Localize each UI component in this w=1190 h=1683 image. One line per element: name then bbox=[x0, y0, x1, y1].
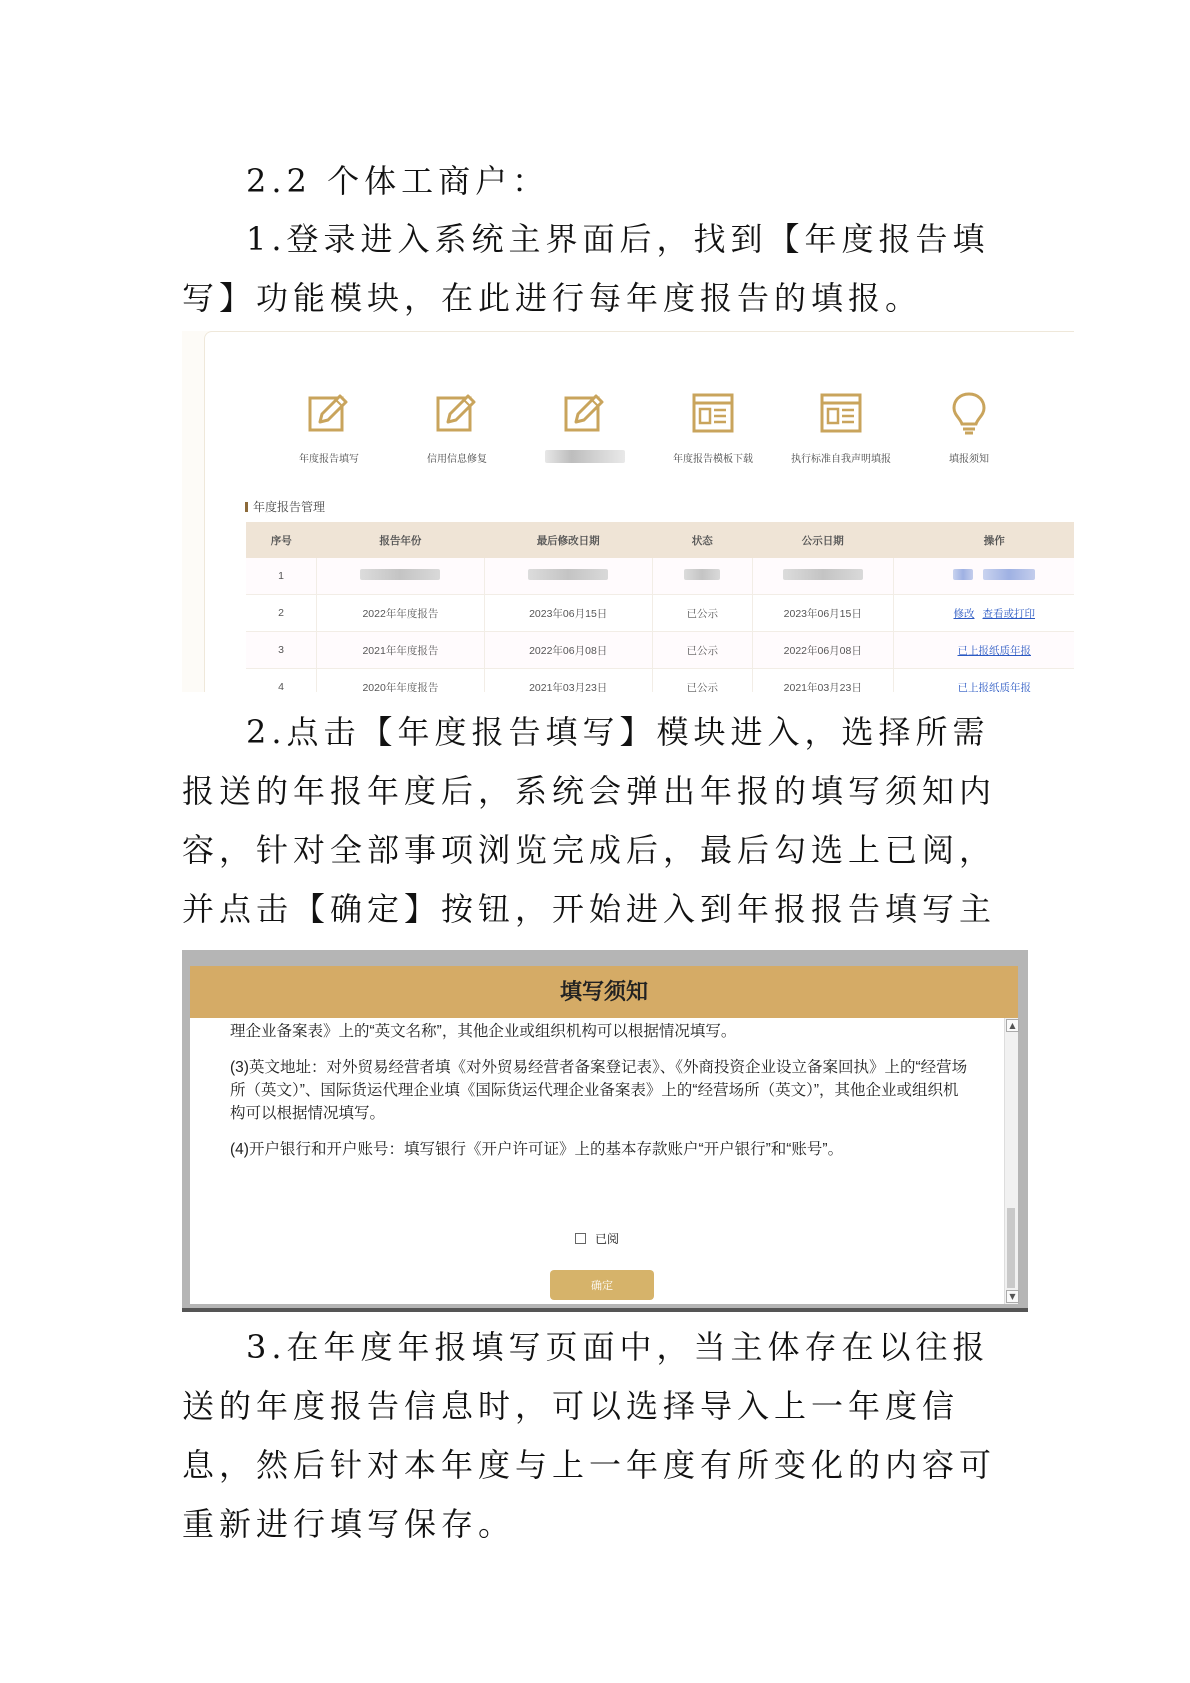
template-icon bbox=[818, 390, 864, 436]
table-cell: 2020年年度报告 bbox=[317, 669, 485, 693]
module-tile[interactable] bbox=[777, 390, 905, 465]
lightbulb-icon bbox=[946, 390, 992, 436]
module-tile[interactable] bbox=[521, 390, 649, 463]
column-header: 操作 bbox=[893, 522, 1074, 558]
redacted-value bbox=[360, 569, 440, 580]
read-checkbox-label: 已阅 bbox=[595, 1232, 620, 1246]
module-tile[interactable] bbox=[393, 390, 521, 465]
table-cell bbox=[484, 558, 652, 595]
table-cell: 2022年06月08日 bbox=[753, 632, 894, 669]
scrollbar[interactable] bbox=[1004, 1018, 1018, 1304]
table-cell: 2021年年度报告 bbox=[317, 632, 485, 669]
paragraph-1: 1.登录进入系统主界面后，找到【年度报告填写】功能模块，在此进行每年度报告的填报。 bbox=[182, 220, 990, 317]
column-header: 最后修改日期 bbox=[484, 522, 652, 558]
section-heading: 2.2 个体工商户： bbox=[246, 162, 550, 200]
scroll-thumb[interactable] bbox=[1007, 1208, 1015, 1288]
notice-screenshot bbox=[182, 950, 1028, 1312]
table-cell bbox=[652, 558, 752, 595]
module-tile-label: 填报须知 bbox=[949, 454, 989, 465]
table-cell: 已公示 bbox=[652, 669, 752, 693]
edit-icon bbox=[434, 390, 480, 436]
action-link[interactable]: 已上报纸质年报 bbox=[957, 644, 1031, 657]
table-cell: 2 bbox=[246, 595, 317, 632]
table-cell: 1 bbox=[246, 558, 317, 595]
column-header: 报告年份 bbox=[317, 522, 485, 558]
column-header: 公示日期 bbox=[753, 522, 894, 558]
redacted-value bbox=[783, 569, 863, 580]
scroll-up-icon[interactable]: ▲ bbox=[1006, 1019, 1019, 1032]
confirm-button[interactable]: 确定 bbox=[550, 1270, 654, 1300]
table-cell: 4 bbox=[246, 669, 317, 693]
redacted-value bbox=[684, 569, 720, 580]
redacted-label bbox=[545, 450, 625, 463]
table-cell: 2023年06月15日 bbox=[484, 595, 652, 632]
table-row bbox=[246, 669, 1074, 693]
table-row bbox=[246, 632, 1074, 669]
table-cell: 已公示 bbox=[652, 632, 752, 669]
report-table bbox=[246, 522, 1074, 692]
table-cell: 2023年06月15日 bbox=[753, 595, 894, 632]
checkbox-icon[interactable] bbox=[575, 1233, 586, 1244]
edit-icon bbox=[306, 390, 352, 436]
portal-screenshot bbox=[182, 331, 1074, 692]
notice-text: (4)开户银行和开户账号：填写银行《开户许可证》上的基本存款账户“开户银行”和“账号”。 bbox=[230, 1141, 844, 1158]
table-row bbox=[246, 595, 1074, 632]
action-link[interactable]: 查看或打印 bbox=[982, 607, 1035, 620]
actions-cell bbox=[893, 595, 1074, 632]
table-header-row bbox=[246, 522, 1074, 558]
paragraph-2: 2.点击【年度报告填写】模块进入，选择所需报送的年报年度后，系统会弹出年报的填写须知内容，针对全部事项浏览完成后，最后勾选上已阅，并点击【确定】按钮，开始进入到年报报告填写主 bbox=[182, 713, 997, 928]
action-link[interactable]: 修改 bbox=[953, 607, 975, 620]
table-row bbox=[246, 558, 1074, 595]
module-tile-label: 信用信息修复 bbox=[427, 454, 487, 465]
module-tile-label: 年度报告填写 bbox=[299, 454, 359, 465]
module-tile[interactable] bbox=[265, 390, 393, 465]
table-cell: 3 bbox=[246, 632, 317, 669]
actions-cell bbox=[893, 669, 1074, 693]
module-tile-label: 年度报告模板下载 bbox=[673, 454, 753, 465]
table-cell: 2022年年度报告 bbox=[317, 595, 485, 632]
notice-text: (3)英文地址：对外贸易经营者填《对外贸易经营者备案登记表》、《外商投资企业设立备案回执》上的“经营场所（英文）”、国际货运代理企业填《国际货运代理企业备案表》上的“经营场所（英文）”，其他企业或组织机构可以根据情况填写。 bbox=[230, 1059, 968, 1122]
table-cell: 2022年06月08日 bbox=[484, 632, 652, 669]
actions-cell bbox=[893, 558, 1074, 595]
table-cell: 2021年03月23日 bbox=[484, 669, 652, 693]
modal-body bbox=[190, 1018, 1018, 1304]
scroll-down-icon[interactable]: ▼ bbox=[1006, 1290, 1019, 1303]
module-tile-label: 执行标准自我声明填报 bbox=[791, 454, 891, 465]
template-icon bbox=[690, 390, 736, 436]
action-link[interactable]: 已上报纸质年报 bbox=[957, 681, 1031, 692]
redacted-value bbox=[528, 569, 608, 580]
actions-cell bbox=[893, 632, 1074, 669]
redacted-link[interactable] bbox=[953, 569, 973, 580]
window-bottom-edge bbox=[182, 1308, 1028, 1312]
column-header: 状态 bbox=[652, 522, 752, 558]
table-body bbox=[246, 558, 1074, 692]
paragraph-3: 3.在年度年报填写页面中，当主体存在以往报送的年度报告信息时，可以选择导入上一年度信息，然后针对本年度与上一年度有所变化的内容可重新进行填写保存。 bbox=[182, 1328, 997, 1543]
read-checkbox[interactable] bbox=[575, 1230, 619, 1247]
table-cell: 2021年03月23日 bbox=[753, 669, 894, 693]
column-header: 序号 bbox=[246, 522, 317, 558]
table-cell bbox=[753, 558, 894, 595]
module-tile[interactable] bbox=[649, 390, 777, 465]
modal-title: 填写须知 bbox=[190, 966, 1018, 1018]
table-cell: 已公示 bbox=[652, 595, 752, 632]
redacted-link[interactable] bbox=[983, 569, 1035, 580]
module-tile[interactable] bbox=[905, 390, 1033, 465]
section-title: 年度报告管理 bbox=[245, 498, 325, 515]
notice-text: 理企业备案表》上的“英文名称”，其他企业或组织机构可以根据情况填写。 bbox=[230, 1023, 737, 1040]
portal-panel bbox=[204, 331, 1074, 692]
edit-icon bbox=[562, 390, 608, 436]
table-cell bbox=[317, 558, 485, 595]
notice-modal bbox=[190, 966, 1018, 1304]
